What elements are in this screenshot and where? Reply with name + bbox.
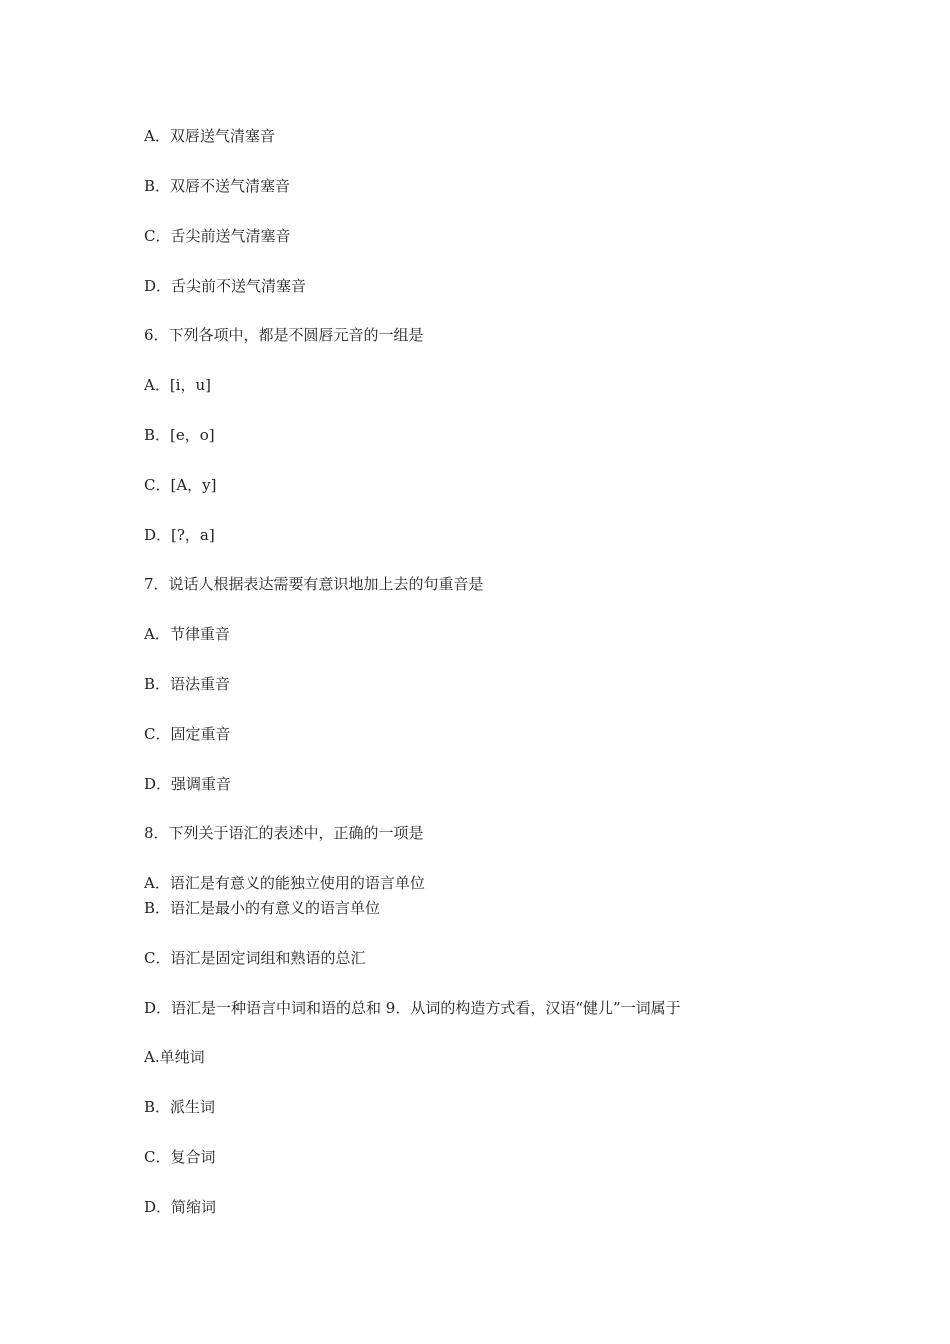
question-line: 6．下列各项中，都是不圆唇元音的一组是	[144, 326, 424, 344]
question-line: 8．下列关于语汇的表述中，正确的一项是	[144, 824, 424, 842]
option-line: D．简缩词	[144, 1198, 217, 1216]
option-line: B．语汇是最小的有意义的语言单位	[144, 899, 381, 917]
option-line: C．复合词	[144, 1148, 216, 1166]
option-line: D．强调重音	[144, 775, 232, 793]
option-line: C．固定重音	[144, 725, 231, 743]
option-line: B．语法重音	[144, 675, 231, 693]
option-line: A.单纯词	[144, 1048, 205, 1066]
option-line: C．舌尖前送气清塞音	[144, 227, 291, 245]
option-line: C．语汇是固定词组和熟语的总汇	[144, 949, 366, 967]
question-line: 7．说话人根据表达需要有意识地加上去的句重音是	[144, 575, 484, 593]
option-line: A．节律重音	[144, 625, 230, 643]
option-line: D．舌尖前不送气清塞音	[144, 277, 307, 295]
option-line: A．[i，u]	[144, 376, 211, 394]
option-line: B．派生词	[144, 1098, 216, 1116]
option-line: D．[?，a]	[144, 526, 215, 544]
option-line: A．语汇是有意义的能独立使用的语言单位	[144, 874, 425, 892]
option-line: C．[A，y]	[144, 476, 217, 494]
option-line: B．[e，o]	[144, 426, 215, 444]
option-line: A．双唇送气清塞音	[144, 127, 275, 145]
option-line: D．语汇是一种语言中词和语的总和 9．从词的构造方式看，汉语“健儿”一词属于	[144, 999, 681, 1017]
option-line: B．双唇不送气清塞音	[144, 177, 291, 195]
